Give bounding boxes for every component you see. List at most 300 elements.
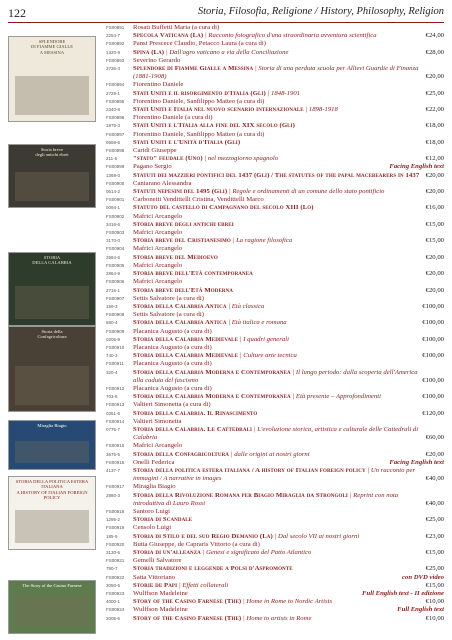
entry-price: €100,00 <box>422 335 444 343</box>
entry-code-line: FS00893 <box>106 57 125 63</box>
entry-code-line: FS00923 <box>106 591 125 597</box>
entry-code <box>106 40 133 56</box>
entry-author: Fiorentino Daniele <box>133 81 184 89</box>
entry-code-line: 3050-5 <box>106 582 121 588</box>
entry-code-line: 1320-9 <box>106 49 121 55</box>
entry-title-line <box>133 393 444 401</box>
entry-subtitle: | Culture arte tecnica <box>239 352 297 360</box>
entry-subtitle: | Genesi e significato del Patto Atlantico <box>202 549 312 556</box>
entry-author: Placanica Augusto (a cura di) <box>133 384 212 392</box>
book-cover-illustration <box>15 76 89 115</box>
entry-code <box>106 385 133 401</box>
entry-price: €20,00 <box>425 450 444 458</box>
catalog-entry <box>106 483 444 508</box>
book-cover-title-line: A MESSINA <box>39 49 65 55</box>
entry-code-line: 159-3 <box>106 303 118 309</box>
entry-code-line: FS00904 <box>106 246 125 252</box>
entry-code-line: 320-4 <box>106 369 118 375</box>
entry-price: €15,00 <box>425 581 444 589</box>
entry-title-line <box>133 426 444 442</box>
catalog-entry <box>106 278 444 294</box>
entry-title-line <box>133 336 444 344</box>
entry-text <box>133 213 444 229</box>
entry-title: Storia della Calabria Moderna e Contemporanea <box>133 368 291 376</box>
entry-code <box>106 442 133 458</box>
entry-code-line: 3736-3 <box>106 66 121 72</box>
entry-author-line <box>133 483 444 491</box>
catalog-entry <box>106 524 444 540</box>
entry-author-line <box>133 229 444 237</box>
entry-code <box>106 418 133 434</box>
entry-title: Storia della Calabria Antica <box>133 319 227 327</box>
catalog-entry <box>106 311 444 327</box>
entry-subtitle: | Dal secolo VII ai nostri giorni <box>274 532 360 540</box>
entry-author-line <box>133 57 444 65</box>
entry-code-line: 211-5 <box>106 156 118 162</box>
entry-title: Storia della Rivoluzione Romana per Biagio Miraglia da Strongoli <box>133 491 348 499</box>
entry-code-line: 0351-6 <box>106 410 121 416</box>
entry-title: Storia breve del Cristianesimo <box>133 237 231 245</box>
entry-text <box>133 295 444 311</box>
book-cover-title-line: Storia della <box>41 329 63 334</box>
entry-code-line: FS00924 <box>106 607 125 613</box>
entry-code-line: FS00892 <box>106 41 125 47</box>
book-cover-illustration <box>15 441 89 464</box>
entry-price: €24,00 <box>425 32 444 40</box>
entry-code-line: 740-3 <box>106 353 118 359</box>
entry-subtitle: | dalle origini ai nostri giorni <box>230 450 310 458</box>
entry-price: €20,00 <box>425 253 444 261</box>
entry-subtitle: | Età presente – Approfondimenti <box>292 393 381 401</box>
entry-price: €20,00 <box>425 171 444 179</box>
entry-text <box>133 574 444 590</box>
entry-code-line: FS00912 <box>106 385 125 391</box>
catalog-entry <box>106 459 444 484</box>
entry-author-line <box>133 262 444 270</box>
entry-code <box>106 344 133 360</box>
entry-author-line <box>133 557 444 565</box>
entry-price: €100,00 <box>422 319 444 327</box>
entry-subtitle: | Racconto fotografico d'una straordinaria avventura scientifica <box>204 32 377 40</box>
entry-title-line <box>133 90 444 98</box>
entry-price: €20,00 <box>425 73 444 81</box>
catalog-entry <box>106 557 444 573</box>
entry-title: Storia breve dell'Età Moderna <box>133 286 234 294</box>
header-divider <box>8 22 444 23</box>
entry-title: Story of the Casino Farnese (The) <box>133 614 242 622</box>
entry-code <box>106 606 133 622</box>
entry-code-line: 703-5 <box>106 394 118 400</box>
entry-text <box>133 180 444 196</box>
book-cover <box>8 252 96 326</box>
entry-code-line: 0094-1 <box>106 205 121 211</box>
entry-code <box>106 459 133 475</box>
entry-text <box>133 262 444 278</box>
entry-code <box>106 24 133 40</box>
entry-code <box>106 524 133 540</box>
catalog-entry <box>106 245 444 261</box>
catalog-entry <box>106 590 444 606</box>
entry-text <box>133 606 444 622</box>
entry-author: Settis Salvatore (a cura di) <box>133 294 204 302</box>
entry-price: €15,00 <box>425 237 444 245</box>
book-cover <box>8 476 96 550</box>
entry-title-line <box>133 319 444 327</box>
entry-author-line <box>133 328 444 336</box>
entry-code-line: FS00896 <box>106 115 125 121</box>
entry-text <box>133 524 444 540</box>
entry-title: Storia tradizioni e leggende a Polsi d'Aspromonte <box>133 565 293 573</box>
entry-text <box>133 328 444 344</box>
entry-title-line <box>133 49 444 57</box>
entry-code-line: FS00898 <box>106 148 125 154</box>
entry-price: €12,00 <box>425 155 444 163</box>
entry-code-line: FS00916 <box>106 459 125 465</box>
entry-code-line: FS00905 <box>106 262 125 268</box>
book-cover-illustration <box>15 286 89 319</box>
entry-code <box>106 360 133 376</box>
entry-title-line <box>133 254 444 262</box>
entry-code-line: 2340-8 <box>106 107 121 113</box>
entry-price: €100,00 <box>422 302 444 310</box>
catalog-entry <box>106 385 444 401</box>
entry-author-line <box>133 131 444 139</box>
entry-title-line <box>133 155 444 163</box>
entry-price: €10,00 <box>425 614 444 622</box>
entry-author-line <box>133 418 444 426</box>
catalog-entry <box>106 442 444 458</box>
entry-code <box>106 262 133 278</box>
entry-note: Facing English text <box>389 458 444 466</box>
entry-title-line <box>133 303 444 311</box>
entry-price: €28,00 <box>425 48 444 56</box>
entry-author: Mafrici Arcangelo <box>133 261 183 269</box>
entry-price: €40,00 <box>425 475 444 483</box>
entry-title-line <box>133 122 444 130</box>
entry-title: Statuti nepesini del 1495 (Gli) <box>133 188 228 196</box>
entry-price: €10,00 <box>425 598 444 606</box>
entry-title: Stati Uniti e l'Unità d'Italia (Gli) <box>133 138 241 146</box>
entry-author: Valtieri Simonetta <box>133 417 182 425</box>
entry-author-line <box>133 541 444 549</box>
catalog-entry <box>106 163 444 179</box>
entry-author: Mafrici Arcangelo <box>133 278 183 286</box>
entry-text <box>133 360 444 385</box>
entry-author-line <box>133 590 444 598</box>
entry-text <box>133 196 444 212</box>
book-cover-title <box>9 327 95 342</box>
catalog-entry <box>106 40 444 56</box>
entry-code-line: FS00918 <box>106 508 125 514</box>
entry-author-line <box>133 508 444 516</box>
entry-title: Storia della Calabria Moderna e Contemporanea <box>133 393 291 401</box>
entry-title-line <box>133 106 444 114</box>
book-cover-title <box>9 477 95 502</box>
entry-title-line <box>133 204 444 212</box>
entry-code-line: FS00899 <box>106 164 125 170</box>
entry-author-line <box>133 442 444 450</box>
entry-author-line <box>133 163 444 171</box>
entry-title: Storia di un'alleanza <box>133 549 201 556</box>
entry-code-line: FS00909 <box>106 328 125 334</box>
book-cover-title-line: degli antichi ebrei <box>35 152 69 158</box>
entry-price: €100,00 <box>422 393 444 401</box>
entry-note: con DVD video <box>402 573 444 581</box>
entry-subtitle: | Un racconto per immagini / A narrative in images <box>133 466 416 483</box>
entry-author-line <box>133 524 444 532</box>
entry-title-line <box>133 451 444 459</box>
entry-title-line <box>133 533 444 541</box>
catalog-entry <box>106 574 444 590</box>
entry-price: €20,00 <box>425 270 444 278</box>
entry-code-line: FS00903 <box>106 230 125 236</box>
entry-price: €25,00 <box>425 89 444 97</box>
entry-author: Wulffson Madeleine <box>133 606 188 614</box>
book-cover-title <box>9 145 95 160</box>
entry-price: €15,00 <box>425 549 444 556</box>
entry-author-line <box>133 385 444 393</box>
entry-subtitle: | Storia di una perduta scuola per Allievi Guardie di Finanza (1881-1908) <box>133 65 419 81</box>
entry-code-line: 2716-1 <box>106 287 121 293</box>
entry-subtitle: | Il lungo periodo: dalla scoperta dell'America alla caduta del fascismo <box>133 368 418 384</box>
entry-text <box>133 278 444 294</box>
entry-author: Carbonetti Vendittelli Cristina, Vendittelli Marco <box>133 196 264 204</box>
book-cover <box>8 144 96 208</box>
catalog-entry <box>106 114 444 130</box>
entry-title: Specola Vaticana (La) <box>133 32 204 40</box>
entry-text <box>133 401 444 417</box>
entry-price: €60,00 <box>425 434 444 442</box>
book-cover-title <box>9 37 95 57</box>
section-title: Storia, Filosofia, Religione / History, Philosophy, Religion <box>197 6 444 17</box>
entry-code-line: 0206-9 <box>106 336 121 342</box>
book-cover-title <box>9 581 95 590</box>
entry-code-line: 185-9 <box>106 533 118 539</box>
catalog-entry <box>106 262 444 278</box>
entry-author-line <box>133 180 444 188</box>
entry-text <box>133 483 444 508</box>
entry-code-line: FS00901 <box>106 197 125 203</box>
entry-author: Valtieri Simonetta (a cura di) <box>133 401 211 409</box>
entry-code-line: FS00920 <box>106 541 125 547</box>
book-cover-title-line: Storia breve <box>40 147 64 152</box>
book-cover <box>8 36 96 122</box>
entry-title: Storia di Scandale <box>133 516 193 524</box>
entry-text <box>133 557 444 573</box>
entry-author: Mafrici Arcangelo <box>133 245 183 253</box>
entry-title: Storia della Calabria. Le Cattedrali <box>133 425 253 433</box>
book-cover-title-line: DI FIAMME GIALLE <box>30 44 74 50</box>
book-cover-illustration <box>15 596 89 628</box>
entry-title-line <box>133 565 444 573</box>
book-cover-title-line: Miraglia Biagio <box>37 423 67 428</box>
entry-title-line <box>133 582 444 590</box>
entry-title: Storia della Calabria Medievale <box>133 352 239 360</box>
entry-title: Storia della Calabria. Il Rinascimento <box>133 409 258 417</box>
entry-price: €22,00 <box>425 106 444 114</box>
entry-code <box>106 311 133 327</box>
entry-subtitle: | nel mezzogiorno spagnolo <box>204 155 279 163</box>
entry-code <box>106 163 133 179</box>
entry-code-line: FS00900 <box>106 180 125 186</box>
entry-code-line: FS00902 <box>106 213 125 219</box>
book-cover-title-line: Confagricoltura <box>37 334 67 340</box>
entry-code <box>106 541 133 557</box>
entry-code <box>106 196 133 212</box>
entry-code <box>106 114 133 130</box>
entry-text <box>133 24 444 40</box>
catalog-entry <box>106 229 444 245</box>
book-cover <box>8 326 96 412</box>
entry-price: €18,00 <box>425 138 444 146</box>
entry-title: Stati Uniti e Italia nel nuovo scenario internazionale <box>133 106 304 114</box>
entry-author: Fiorentino Daniele, Sanfilippo Matteo (a cura di) <box>133 130 265 138</box>
entry-title: Storie de Papi <box>133 581 178 589</box>
entry-price: €20,00 <box>425 286 444 294</box>
catalog-entry <box>106 57 444 82</box>
entry-title: Statuto del castello di Campagnano del secolo XIII (Lo) <box>133 204 314 212</box>
catalog-entry <box>106 147 444 163</box>
entry-title: Stati Uniti e l'Italia alla fine del XIX secolo (Gli) <box>133 122 295 130</box>
entry-code-line: 4000-1 <box>106 599 121 605</box>
entry-title: Storia della Calabria Antica <box>133 302 227 310</box>
entry-title: Splendore di Fiamme Gialle a Messina <box>133 65 254 73</box>
entry-text <box>133 81 444 97</box>
entry-price: €100,00 <box>422 352 444 360</box>
entry-author: Butta Giuseppe, de Capraris Vittorio (a cura di) <box>133 540 260 548</box>
entry-text <box>133 40 444 56</box>
entry-code-line: FS00915 <box>106 443 125 449</box>
entry-title-line <box>133 221 444 229</box>
entry-code-line: FS00921 <box>106 558 125 564</box>
entry-author: Mafrici Arcangelo <box>133 212 183 220</box>
entry-code <box>106 590 133 606</box>
book-cover-illustration <box>15 510 89 543</box>
page-number: 122 <box>8 6 26 20</box>
entry-subtitle: | Età classica <box>228 302 265 310</box>
entry-title: Storia breve del Medioevo <box>133 253 218 261</box>
entry-title-line <box>133 549 444 557</box>
entry-text <box>133 114 444 130</box>
entry-author: Onelli Federica <box>133 458 175 466</box>
entry-note: Full English text - II edizione <box>362 590 444 598</box>
catalog-entry <box>106 401 444 417</box>
entry-text <box>133 459 444 484</box>
entry-code <box>106 328 133 344</box>
catalog-entry <box>106 418 444 443</box>
entry-code <box>106 557 133 573</box>
entry-code <box>106 483 133 499</box>
entry-code-line: FS00910 <box>106 344 125 350</box>
entry-title: Spina (La) <box>133 48 165 56</box>
entry-author-line <box>133 196 444 204</box>
catalog-entry <box>106 508 444 524</box>
entry-author-line <box>133 295 444 303</box>
entry-author: Settis Salvatore (a cura di) <box>133 311 204 319</box>
entry-note: Full English text <box>397 606 444 614</box>
entry-code-line: 0559-6 <box>106 139 121 145</box>
entry-author: Rosati Buffetti Maria (a cura di) <box>133 24 220 31</box>
entry-code-line: FS00913 <box>106 402 125 408</box>
entry-text <box>133 344 444 360</box>
entry-price: €23,00 <box>425 532 444 540</box>
entry-text <box>133 131 444 147</box>
entry-title: Statuti dei mazzieri pontifici del 1437 (Gli) / The statutes of the papal macebearers in 1437 <box>133 171 420 179</box>
entry-price: €20,00 <box>425 188 444 196</box>
entry-text <box>133 57 444 82</box>
catalog-entry <box>106 81 444 97</box>
entry-author-line <box>133 574 444 582</box>
entry-subtitle: | 1848-1901 <box>267 89 301 97</box>
catalog-entry <box>106 344 444 360</box>
entry-subtitle: | L'evoluzione storica, artistica e culturale delle Cattedrali di Calabria <box>133 425 419 442</box>
entry-code <box>106 213 133 229</box>
entry-title: "stato" feudale (Uno) <box>133 155 203 163</box>
entry-text <box>133 163 444 179</box>
entry-author: Santoro Luigi <box>133 507 170 515</box>
entry-author: Miraglia Biagio <box>133 483 176 491</box>
catalog-list <box>106 24 444 623</box>
entry-price: €120,00 <box>422 409 444 417</box>
entry-code-line: 0776-7 <box>106 426 121 432</box>
entry-title-line <box>133 32 444 40</box>
entry-price: €16,00 <box>425 204 444 212</box>
entry-title: Storia breve dell'Età contemporanea <box>133 270 253 278</box>
entry-price: €100,00 <box>422 376 444 384</box>
entry-code-line: 1295-2 <box>106 517 121 523</box>
entry-code-line: FS00895 <box>106 98 125 104</box>
entry-title-line <box>133 172 444 180</box>
entry-text <box>133 590 444 606</box>
entry-title-line <box>133 352 444 360</box>
book-cover-title-line: STORIA DELLA POLITICA ESTERA ITALIANA <box>15 479 89 490</box>
entry-title-line <box>133 369 444 385</box>
entry-code-line: 3130-6 <box>106 550 121 555</box>
entry-code-line: 2254-7 <box>106 33 121 39</box>
book-cover-title-line: A HISTORY OF ITALIAN FOREIGN POLICY <box>16 489 88 500</box>
entry-code-line: FS00894 <box>106 82 125 88</box>
catalog-entry <box>106 24 444 40</box>
entry-code <box>106 229 133 245</box>
entry-author-line <box>133 98 444 106</box>
entry-text <box>133 442 444 458</box>
entry-title-line <box>133 492 444 508</box>
catalog-entry <box>106 541 444 557</box>
entry-code <box>106 131 133 147</box>
entry-text <box>133 147 444 163</box>
entry-price: €15,00 <box>425 220 444 228</box>
book-cover-title <box>9 253 95 268</box>
entry-author-line <box>133 360 444 368</box>
entry-author-line <box>133 147 444 155</box>
entry-price: €40,00 <box>425 499 444 507</box>
entry-subtitle: | Home in Rome to Nordic Artists <box>242 598 333 606</box>
entry-subtitle: | Effetti collaterali <box>178 581 229 589</box>
book-cover-illustration <box>15 366 89 405</box>
catalog-entry <box>106 360 444 385</box>
entry-title: Storia della Confagricoltura <box>133 450 230 458</box>
cover-thumbnails <box>8 26 103 634</box>
entry-author: Wulffson Madeleine <box>133 590 188 598</box>
entry-subtitle: | Reprint con nota introduttiva di Lauro Rossi <box>133 491 399 507</box>
entry-author: Pagano Sergio <box>133 163 172 171</box>
entry-author-line <box>133 245 444 253</box>
entry-title-line <box>133 65 444 81</box>
entry-code-line: FS00907 <box>106 295 125 301</box>
entry-code-line: FS00911 <box>106 361 124 367</box>
entry-code-line: 2005-6 <box>106 615 121 621</box>
entry-text <box>133 418 444 443</box>
